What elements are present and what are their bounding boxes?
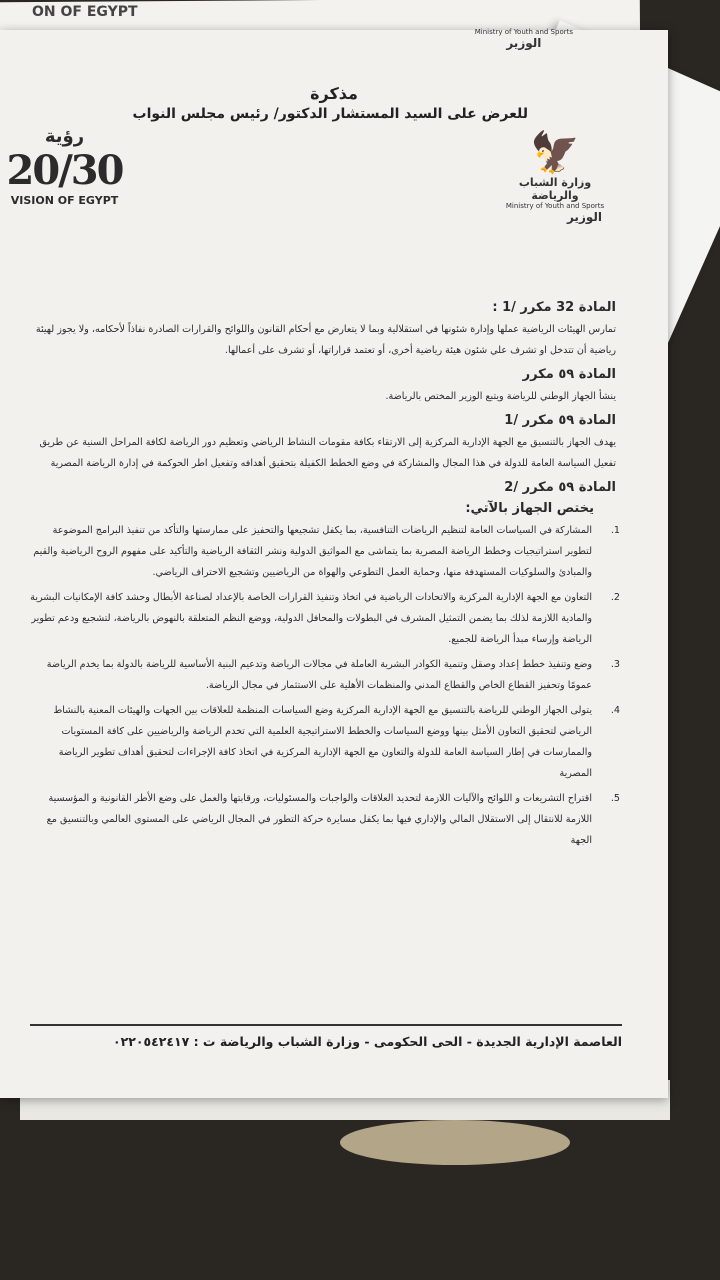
item-text: اقتراح التشريعات و اللوائح والآليات اللازمة لتحديد العلاقات والواجبات والمسئوليات، ورقابتها والعمل على وضع الأطر القانونية و المؤسسية اللازمة للانتقال إلى الاستقلال المالي والإداري فيها بما يكفل مسايرة حركة التطور في المجال الرياضي على المستوى العالمي وبالتنسيق مع الجهة	[46, 793, 592, 846]
article-heading: المادة 32 مكرر /1 :	[492, 300, 616, 315]
item-number: 1.	[610, 525, 620, 536]
article-text: ينشأ الجهاز الوطني للرياضة ويتبع الوزير المختص بالرياضة.	[385, 391, 616, 402]
memo-title: مذكرة	[310, 84, 358, 103]
ministry-arabic-name: وزارة الشباب والرياضة	[518, 176, 592, 202]
item-number: 4.	[610, 705, 620, 716]
list-item	[28, 654, 620, 696]
top-minister-label: الوزير	[506, 36, 542, 50]
memo-page	[0, 4, 668, 1098]
article-heading: المادة ٥٩ مكرر /2	[504, 480, 616, 495]
minister-label: الوزير	[566, 210, 602, 224]
competence-list	[28, 520, 620, 851]
vision-year: 20/30	[6, 147, 123, 194]
list-item	[28, 788, 620, 851]
item-number: 2.	[610, 592, 620, 603]
article-heading: المادة ٥٩ مكرر	[522, 367, 616, 382]
footer-address: العاصمة الإدارية الجديدة - الحى الحكومى - وزارة الشباب والرياضة ت : ٠٢٢٠٥٤٢٤١٧	[112, 1034, 622, 1049]
footer-divider	[30, 1024, 622, 1026]
ministry-english-name: Ministry of Youth and Sports	[505, 202, 605, 210]
top-ministry-english: Ministry of Youth and Sports	[474, 28, 573, 36]
item-number: 5.	[610, 793, 620, 804]
memo-addressee: للعرض على السيد المستشار الدكتور/ رئيس مجلس النواب	[132, 106, 528, 122]
item-text: يتولى الجهاز الوطني للرياضة بالتنسيق مع الجهة الإدارية المركزية وضع السياسات المنظمة للعلاقات بين الجهات والهيئات المعنية بالنشاط الرياضي لتحقيق التعاون الأمثل بينها ووضع السياسات والخطط الاستراتيجية العلمية التي تخدم الرياضة والرياضيين على كافة المستويات والممارسات في إطار السياسة العامة للدولة والتعاون مع الجهة الإدارية المركزية في اتخاذ كافة الإجراءات لتحقيق أهداف تطوير الرياضة المصرية	[53, 705, 592, 779]
background-cloth	[340, 1120, 570, 1165]
article-text: تمارس الهيئات الرياضية عملها وإدارة شئونها في استقلالية وبما لا يتعارض مع أحكام القانون واللوائح والقرارات الصادرة نفاذاً لأحكامه، ولا يجوز لهيئة رياضية أن تتدخل او تشرف علي شئون هيئة رياضية أخرى، أو تعتمد قراراتها، أو تشرف على أعمالها.	[35, 324, 616, 356]
top-ministry-header	[475, 28, 573, 50]
item-text: التعاون مع الجهة الإدارية المركزية والاتحادات الرياضية في اتخاذ وتنفيذ القرارات الخاصة بالإعداد لصناعة الأبطال وحشد كافة الإمكانيات البشرية والمادية اللازمة لذلك بما يضمن التمثيل المشرف في البطولات والمحافل الدولية، ووضع النظم المتعلقة بالنهوض بالرياضة، لتشجيع ودعم تطوير الرياضة وإرساء مبدأ الرياضة للجميع.	[30, 592, 592, 645]
vision-top-text: ON OF EGYPT	[32, 4, 138, 20]
competence-heading: يختص الجهاز بالآتي:	[465, 501, 594, 516]
ministry-logo	[500, 130, 610, 224]
article-text: يهدف الجهاز بالتنسيق مع الجهة الإدارية المركزية إلى الارتقاء بكافة مقومات النشاط الرياضي وتعظيم دور الرياضة لكافة المراحل السنية عن طريق تفعيل السياسة العامة للدولة في هذا المجال والمشاركة في وضع الخطط الكفيلة بتحقيق أهدافه وتفعيل اطر الحوكمة في إدارة الرياضة المصرية	[39, 437, 616, 469]
item-number: 3.	[610, 659, 620, 670]
item-text: وضع وتنفيذ خطط إعداد وصقل وتنمية الكوادر البشرية العاملة في مجالات الرياضة وتدعيم البنية الأساسية للرياضة بالدولة بما يخدم الرياضة عمومًا وتحفيز القطاع الخاص والقطاع المدني والمنظمات الأهلية على الاستثمار في مجال الرياضة.	[46, 659, 592, 691]
article-heading: المادة ٥٩ مكرر /1	[504, 413, 616, 428]
vision-caption: VISION OF EGYPT	[10, 194, 119, 207]
eagle-emblem-icon: 🦅	[530, 130, 580, 176]
list-item	[28, 587, 620, 650]
item-text: المشاركة في السياسات العامة لتنظيم الرياضات التنافسية، بما يكفل تشجيعها والتحفيز على ممارستها والتأكد من تنفيذ البرامج الموضوعة لتطوير استراتيجيات وخطط الرياضة المصرية بما يتماشى مع المواثيق الدولية ونشر الثقافة الرياضية والتأكيد على مفهوم الروح الرياضية والقيم والمبادئ والسلوكيات المستهدفة منها، وحماية العمل التطوعي والهواة من الرياضيين وتشجيع الاحتراف الرياضي.	[33, 525, 592, 578]
list-item	[28, 520, 620, 583]
memo-body	[28, 300, 620, 855]
vision-2030-logo	[2, 126, 127, 207]
list-item	[28, 700, 620, 784]
vision-script: رؤية	[44, 126, 85, 147]
